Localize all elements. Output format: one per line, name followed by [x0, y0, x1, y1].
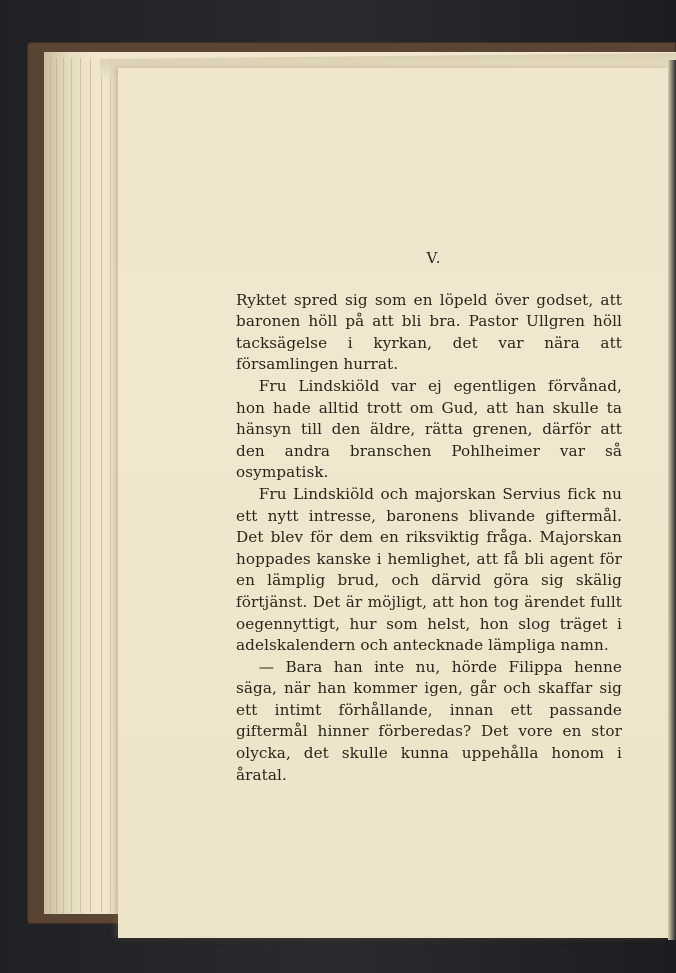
page-edge-line	[90, 58, 91, 913]
page-edge-line	[71, 58, 72, 913]
page-edge-line	[56, 58, 57, 913]
page-edge-line	[80, 58, 81, 913]
page-text	[236, 248, 622, 786]
page-edge-line	[50, 58, 51, 913]
scan-right-edge	[668, 60, 676, 940]
paragraph: — Bara han inte nu, hörde Filippa henne säga, när han kommer igen, går och skaffar sig ett intimt förhållande, innan ett passande giftermål hinner förberedas? Det vore en stor olycka, det skulle kunna uppehålla honom i åratal.	[236, 657, 622, 784]
page-edge-line	[63, 58, 64, 913]
paragraph: Ryktet spred sig som en löpeld över godset, att baronen höll på att bli bra. Pastor Ullgren höll tacksägelse i kyrkan, det var nära att församlingen hurrat.	[236, 290, 622, 374]
paragraph: Fru Lindskiöld och majorskan Servius fick nu ett nytt intresse, baronens blivande giftermål. Det blev för dem en riksviktig fråga. Majorskan hoppades kanske i hemlighet, att få bli agent för en lämplig brud, och därvid göra sig skälig förtjänst. Det är möjligt, att hon tog ärendet fullt oegennyttigt, hur som helst, hon slog träget i adelskalendern och antecknade lämpliga namn.	[236, 484, 622, 655]
page-edge-line	[101, 58, 102, 913]
paragraph: Fru Lindskiöld var ej egentligen förvånad, hon hade alltid trott om Gud, att han skulle ta hänsyn till den äldre, rätta grenen, därför att den andra branschen Pohlheimer var så osympatisk.	[236, 376, 622, 482]
page-edge-line	[110, 58, 111, 913]
chapter-heading: V.	[426, 249, 442, 267]
